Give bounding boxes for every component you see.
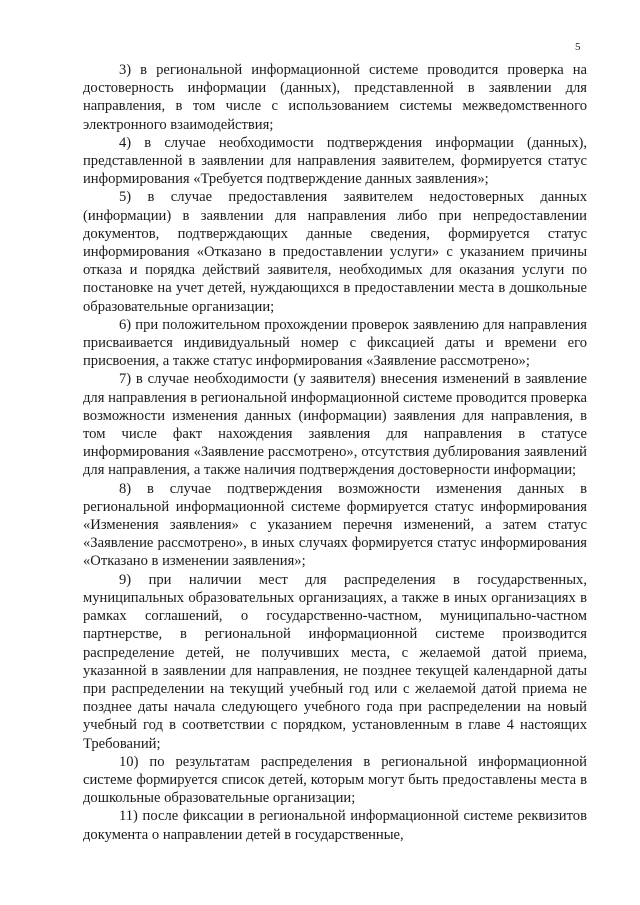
paragraph-item-3: 3) в региональной информационной системе проводится проверка на достоверность информации (данных), представленной в заявлении для направления, в том числе с использованием системы межведомственного электронного взаимодействия; <box>83 62 587 133</box>
paragraph-item-9: 9) при наличии мест для распределения в государственных, муниципальных образовательных организациях, а также в иных организациях в рамках соглашений, о государственно-частном, муниципально-частном партнерстве, в региональной информационной системе производится распределение детей, не получивших места, с желаемой датой приема, указанной в заявлении для направления, не позднее текущей календарной даты при распределении на текущий учебный год или с желаемой датой приема не позднее даты начала следующего учебного года при распределении на новый учебный год в соответствии с порядком, установленным в главе 4 настоящих Требований; <box>83 571 587 752</box>
paragraph-item-4: 4) в случае необходимости подтверждения информации (данных), представленной в заявлении для направления заявителем, формируется статус информирования «Требуется подтверждение данных заявления»; <box>83 134 587 188</box>
document-body <box>83 61 587 844</box>
paragraph-item-6: 6) при положительном прохождении проверок заявлению для направления присваивается индивидуальный номер с фиксацией даты и времени его присвоения, а также статус информирования «Заявление рассмотрено»; <box>83 316 587 370</box>
paragraph-item-10: 10) по результатам распределения в региональной информационной системе формируется список детей, которым могут быть предоставлены места в дошкольные образовательные организации; <box>83 753 587 807</box>
paragraph-item-5: 5) в случае предоставления заявителем недостоверных данных (информации) в заявлении для направления либо при непредоставлении документов, подтверждающих данные сведения, формируется статус информирования «Отказано в предоставлении услуги» с указанием причины отказа и порядка действий заявителя, необходимых для оказания услуги по постановке на учет детей, нуждающихся в предоставлении места в дошкольные образовательные организации; <box>83 189 587 315</box>
paragraph-item-7: 7) в случае необходимости (у заявителя) внесения изменений в заявление для направления в региональной информационной системе проводится проверка возможности изменения данных (информации) заявления для направления, в том числе факт нахождения заявления для направления в статусе информирования «Заявление рассмотрено», отсутствия дублирования заявлений для направления, а также наличия подтверждения достоверности информации; <box>83 371 587 479</box>
paragraph-item-8: 8) в случае подтверждения возможности изменения данных в региональной информационной системе формируется статус информирования «Изменения заявления» с указанием перечня изменений, а затем статус «Заявление рассмотрено», в иных случаях формируется статус информирования «Отказано в изменении заявления»; <box>83 480 587 570</box>
page-number: 5 <box>575 41 581 53</box>
paragraph-item-11: 11) после фиксации в региональной информационной системе реквизитов документа о направлении детей в государственные, <box>83 808 587 843</box>
